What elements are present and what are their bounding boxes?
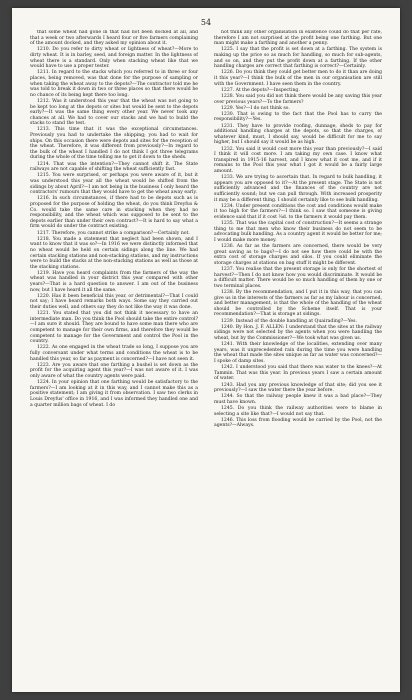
paragraph: 1235. That was the capital cost of construction?—It seems a strange thing to me that men who know their business do not seem to be advocating bulk handling. As a country agent it would be better for me; I would make more money. xyxy=(214,221,382,243)
paragraph: 1237. You realise that the present storage is only for the shortest of harvest?—Then I do not know how you would discriminate. It would be a difficult matter. There would be so much handling of them by one or two terminal places. xyxy=(214,267,382,289)
page-number: 54 xyxy=(200,18,212,27)
paragraph: 1213. This time that it was the exceptional circumstances. Previously you had to undertake the shipping; you had to wait for ships. On this occasion there were depots and sites for the reception of the wheat. Therefore, it was different from previously?—In regard to the bulk of the wheat I handled I do not think I got three telegrams during the whole of the time telling me to get it down to the sheds. xyxy=(30,127,198,161)
left-column xyxy=(30,30,198,682)
paragraph: 1222. As one engaged in the wheat trade so long, I suppose you are fully conversant under what terms and conditions the wheat is to be handled this year, so far as payment is concerned?—I have not seen it. xyxy=(30,345,198,362)
paragraph: 1216. In such circumstances, if there had to be depots such as is proposed for the purpose of holding the wheat, do you think Dreyfus & Co. would take the same care in stacking when they had no responsibility, and the wheat which was supposed to be sent to the depots earlier than under their own contract?—It is hard to say what a firm would do under the contract existing. xyxy=(30,196,198,230)
paragraph: 1226. Do you think they could get better men to do it than are doing it this year?—I think the bulk of the men in our organisation are still with the Government. I have seen them in the country. xyxy=(214,70,382,87)
paragraph: 1236. As far as the farmers are concerned, there would be very great saving as to bags?—I do not see how there could be with the extra cost of storage charges and silos. If you could eliminate the storage charges at stations on bag stuff it might be different. xyxy=(214,244,382,266)
paragraph: 1246. This loss from flooding would be carried by the Pool, not the agents?—Always. xyxy=(214,417,382,429)
paragraph: 1223. Are you aware that one farthing a bushel is set down as the profit for the acquiring agent this year?—I was not aware of it. I was only aware of what the country agents were paid. xyxy=(30,362,198,379)
paragraph: 1234. Under present conditions the cost and conditions would make it too high for the farmers?—I think so. I saw that someone is giving evidence said that if it cost ¼d. to the farmers it would pay them. xyxy=(214,203,382,220)
paragraph: 1218. You made a statement that neglect had been shown, and I want to know that it was so?—In 1916 we were distinctly informed that no wheat would be held on certain sidings along the line. We had certain stacking stations and non-stacking stations, and my instructions were to build the stacks at the non-stacking stations as well as those at the stacking stations. xyxy=(30,236,198,270)
paragraph: 1228. You said you did not think there would be any saving this year over previous years?—To the farmers? xyxy=(214,93,382,105)
paragraph: 1220. Has it been beneficial this year, or detrimental?—That I could not say; I have heard remarks both ways. Some say they carried out their duties well, and others say they do not like the way it was done. xyxy=(30,293,198,311)
paragraph: 1242. I understood you said that there was water to the knees?—At Tammin. That was this year. In previous years I saw a certain amount of water. xyxy=(214,365,382,382)
paragraph: 1221. You stated that you did not think it necessary to have an intermediate man. Do you think the Pool should take the entire control?—I am sure it should. They are bound to have some man there who are competent to manage for their own firms, and therefore they would be competent to manage for the Government and control the Pool in the country. xyxy=(30,311,198,345)
paragraph: 1210. Do you refer to dirty wheat or lightness of wheat?—More to dirty wheat. It is in barley, seed, and foreign matter. In the lightness of wheat there is a standard. Only when stacking wheat like that we would have to use a proper tester. xyxy=(30,47,198,70)
paragraph: that some wheat had gone in that had not been docked at all, and that a week or two afterwards I heard four or five farmers complaining of the amount docked, and they asked my opinion about it. xyxy=(30,30,198,47)
paragraph: 1215. You were surprised, or perhaps you were aware of it, but it was understood this year all the wheat would be shifted from the sidings by about April?—I am not being in the business I only heard the contractors' rumours that they would have to get the wheat away early. xyxy=(30,173,198,196)
paragraph: 1211. In regard to the stacks which you referred to in three or four places, being removed, was that done for the purpose of sampling or when taking the wheat away to the depots?—The contractor told me he was told to break it down in two or three places so that there would be no chance of its being kept there too long. xyxy=(30,70,198,98)
document-page xyxy=(12,8,400,692)
paragraph: 1212. Was it understood this year that the wheat was not going to be kept too long at the depots or sites but would be sent to the depots early?—It was the same thing every other year. We never took any chances at all. We had to cover our stacks and we had to build the stacks to stand the test. xyxy=(30,98,198,127)
paragraph: 1233. We are trying to ascertain that. In regard to bulk handling, it appears you are opposed to it?—At the present stage. The State is not sufficiently advanced and the finances of the country are not sufficiently sound; but we can pull through. With increased prosperity it may be a different thing. I should certainly like to see bulk handling. xyxy=(214,175,382,203)
paragraph: 1243. Had you any previous knowledge of that site; did you see it previously?—I saw the water there the year before. xyxy=(214,382,382,394)
paragraph: 1214. That was the intention?—They cannot shift it. The State railways are not capable of shifting the wheat sufficiently fast. xyxy=(30,161,198,173)
paragraph: 1244. So that the railway people knew it was a bad place?—They must have known. xyxy=(214,394,382,405)
right-column xyxy=(214,30,382,682)
paragraph: 1230. That is owing to the fact that the Pool has to carry the responsibility?—Yes. xyxy=(214,111,382,123)
paragraph: 1219. Have you heard complaints from the farmers of the way the wheat was handled in your district this year compared with other years?—That is a hard question to answer. I am out of the business now, but I have heard it all the same. xyxy=(30,270,198,293)
paragraph: 1232. You said it would cost more this year than previously?—I said I think it will cost more. I am taking my own case. I know what transpired in 1915-16 harvest, and I know what it cost me, and if it remains to the Pool this year what I got it would be a fairly large amount. xyxy=(214,146,382,174)
paragraph: 1225. I say that the profit is set down at a farthing. The system is making up the price so as much for handling, so much for sub-agents, and so on, and they put the profit down at a farthing. If the other handling charges are correct that farthing is correct?—Certainly. xyxy=(214,47,382,70)
paragraph: 1227. At the depots?—Inspecting. xyxy=(221,87,300,93)
paragraph: 1240. By Hon. J. F. ALLEN: I understand that the sites at the railway sidings were not selected by the agents when you were handling the wheat, but by the Commissioner?—We took what was given us. xyxy=(214,324,382,341)
paragraph: not think any other organisation in existence could do that per rate, therefore I am not surprised at the profit being one farthing. But one man might make a farthing and another a penny. xyxy=(214,30,382,47)
paragraph: 1231. They have to provide roofing, dunnage, sheds to pay for additional handling charges at the depots, so that the charges, of whatever kind, must, I should say, would be difficult for me to say higher, but I should say it would be as high. xyxy=(214,123,382,146)
paragraph: 1241. With their knowledge of the localities, extending over many years, was it unprecedented rain during the time you were handling the wheat that made the sites unique as far as water was concerned?—I spoke of damp sites. xyxy=(214,342,382,364)
paragraph: 1229. Yes?—I do not think so. xyxy=(221,105,290,111)
paragraph: 1224. In your opinion that one farthing would be satisfactory to the farmers?—I am looking at it in this way, and I cannot make this as a positive statement; I am giving it from observation. I saw two clerks in Louis Dreyfus' office in 1916, and I was informed they handled one and a quarter million bags of wheat. I do xyxy=(30,380,198,408)
paragraph: 1238. By the recommendation, and I put it in this way, that you can give us in the interests of the farmers as far as my labour is concerned, and better management, is that the whole of the handling of the wheat should be controlled by the Scheme itself. That is your recommendation?—That is storage at sidings. xyxy=(214,290,382,318)
paragraph: 1239. Instead of the double handling at Quairading?—Yes. xyxy=(221,318,357,324)
paragraph: 1245. Do you think the railway authorities were to blame in selecting a site like that?—I would not say that. xyxy=(214,406,382,417)
paragraph: 1217. Therefore, you cannot strike a comparison?—Certainly not. xyxy=(37,230,190,236)
